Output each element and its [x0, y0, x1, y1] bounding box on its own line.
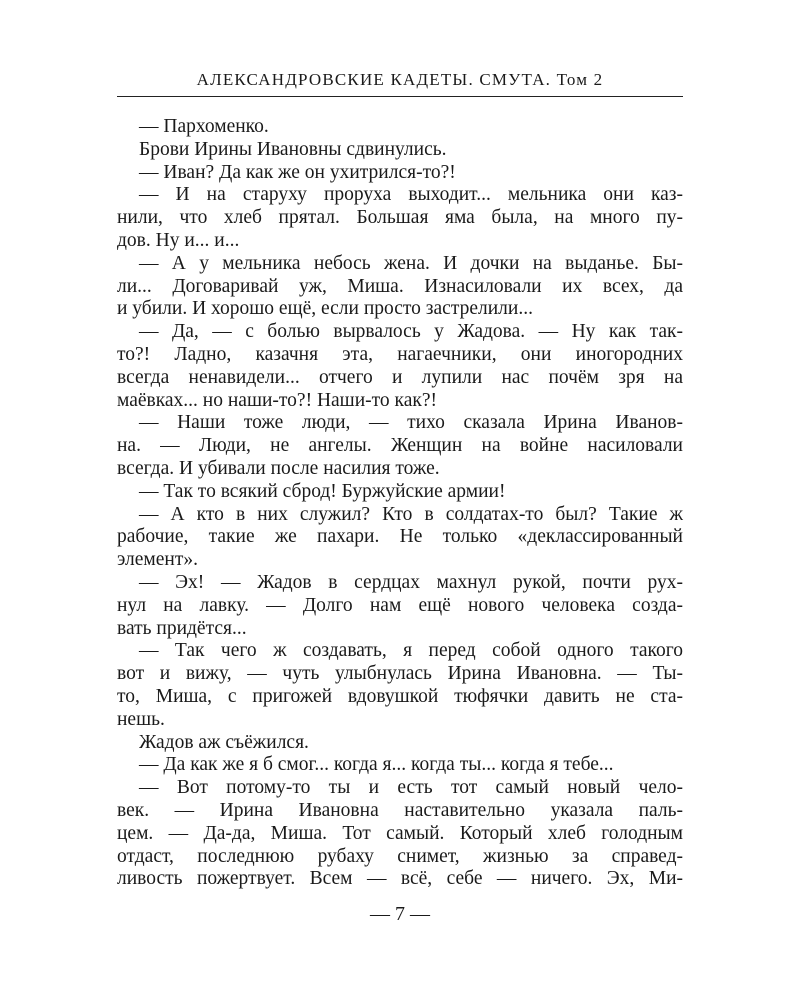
text-line: и убили. И хорошо ещё, если просто застрелили...	[117, 298, 533, 320]
paragraph	[117, 412, 683, 480]
text-line: дов. Ну и... и...	[117, 229, 240, 251]
text-line: — Так чего ж создавать, я перед собой одного такого	[139, 640, 683, 662]
text-line: — Иван? Да как же он ухитрился-то?!	[139, 161, 456, 183]
paragraph	[117, 253, 683, 321]
text-line: — Да как же я б смог... когда я... когда ты... когда я тебе...	[139, 754, 614, 776]
text-line: отдаст, последнюю рубаху снимет, жизнью за справед-	[117, 845, 683, 867]
text-line: век. — Ирина Ивановна наставительно указала паль-	[117, 799, 683, 821]
paragraph	[117, 732, 683, 755]
paragraph	[117, 481, 683, 504]
text-line: вать придётся...	[117, 617, 247, 639]
text-line: — Пархоменко.	[139, 116, 269, 137]
text-line: Брови Ирины Ивановны сдвинулись.	[139, 138, 447, 160]
paragraph	[117, 572, 683, 640]
text-line: Жадов аж съёжился.	[139, 731, 309, 753]
text-line: нул на лавку. — Долго нам ещё нового человека созда-	[117, 594, 683, 616]
text-line: рабочие, такие же пахари. Не только «деклассированный	[117, 526, 683, 548]
text-line: — Так то всякий сброд! Буржуйские армии!	[139, 480, 506, 502]
text-line: — И на старуху проруха выходит... мельника они каз-	[139, 184, 683, 206]
paragraph	[117, 139, 683, 162]
paragraph	[117, 504, 683, 572]
text-line: ли... Договаривай уж, Миша. Изнасиловали их всех, да	[117, 275, 683, 297]
text-line: — А у мельника небось жена. И дочки на выданье. Бы-	[139, 252, 683, 274]
text-line: элемент».	[117, 549, 198, 571]
paragraph	[117, 116, 683, 139]
paragraph	[117, 777, 683, 891]
text-line: цем. — Да-да, Миша. Тот самый. Который хлеб голодным	[117, 822, 683, 844]
text-line: нили, что хлеб прятал. Большая яма была, на много пу-	[117, 207, 683, 229]
text-line: то?! Ладно, казачня эта, нагаечники, они иногородних	[117, 343, 683, 365]
text-line: маёвках... но наши-то?! Наши-то как?!	[117, 389, 437, 411]
paragraph	[117, 640, 683, 731]
text-line: ливость пожертвует. Всем — всё, себе — ничего. Эх, Ми-	[117, 868, 683, 890]
text-line: на. — Люди, не ангелы. Женщин на войне насиловали	[117, 435, 683, 457]
text-line: всегда ненавидели... отчего и лупили нас почём зря на	[117, 366, 683, 388]
text-line: — А кто в них служил? Кто в солдатах-то был? Такие ж	[139, 503, 683, 525]
page-body	[117, 116, 683, 891]
running-header: АЛЕКСАНДРОВСКИЕ КАДЕТЫ. СМУТА. Том 2	[196, 70, 604, 89]
page-number: — 7 —	[370, 903, 430, 925]
paragraph	[117, 321, 683, 412]
paragraph	[117, 184, 683, 252]
header-rule	[117, 96, 683, 97]
text-line: вот и вижу, — чуть улыбнулась Ирина Ивановна. — Ты-	[117, 663, 683, 685]
text-line: — Наши тоже люди, — тихо сказала Ирина Иванов-	[139, 412, 683, 434]
paragraph	[117, 754, 683, 777]
text-line: всегда. И убивали после насилия тоже.	[117, 457, 440, 479]
paragraph	[117, 162, 683, 185]
text-line: — Да, — с болью вырвалось у Жадова. — Ну как так-	[139, 321, 683, 343]
text-line: — Вот потому-то ты и есть тот самый новый чело-	[139, 777, 683, 799]
text-line: то, Миша, с пригожей вдовушкой тюфячки давить не ста-	[117, 685, 683, 707]
text-line: — Эх! — Жадов в сердцах махнул рукой, почти рух-	[139, 571, 683, 593]
text-line: нешь.	[117, 708, 165, 730]
